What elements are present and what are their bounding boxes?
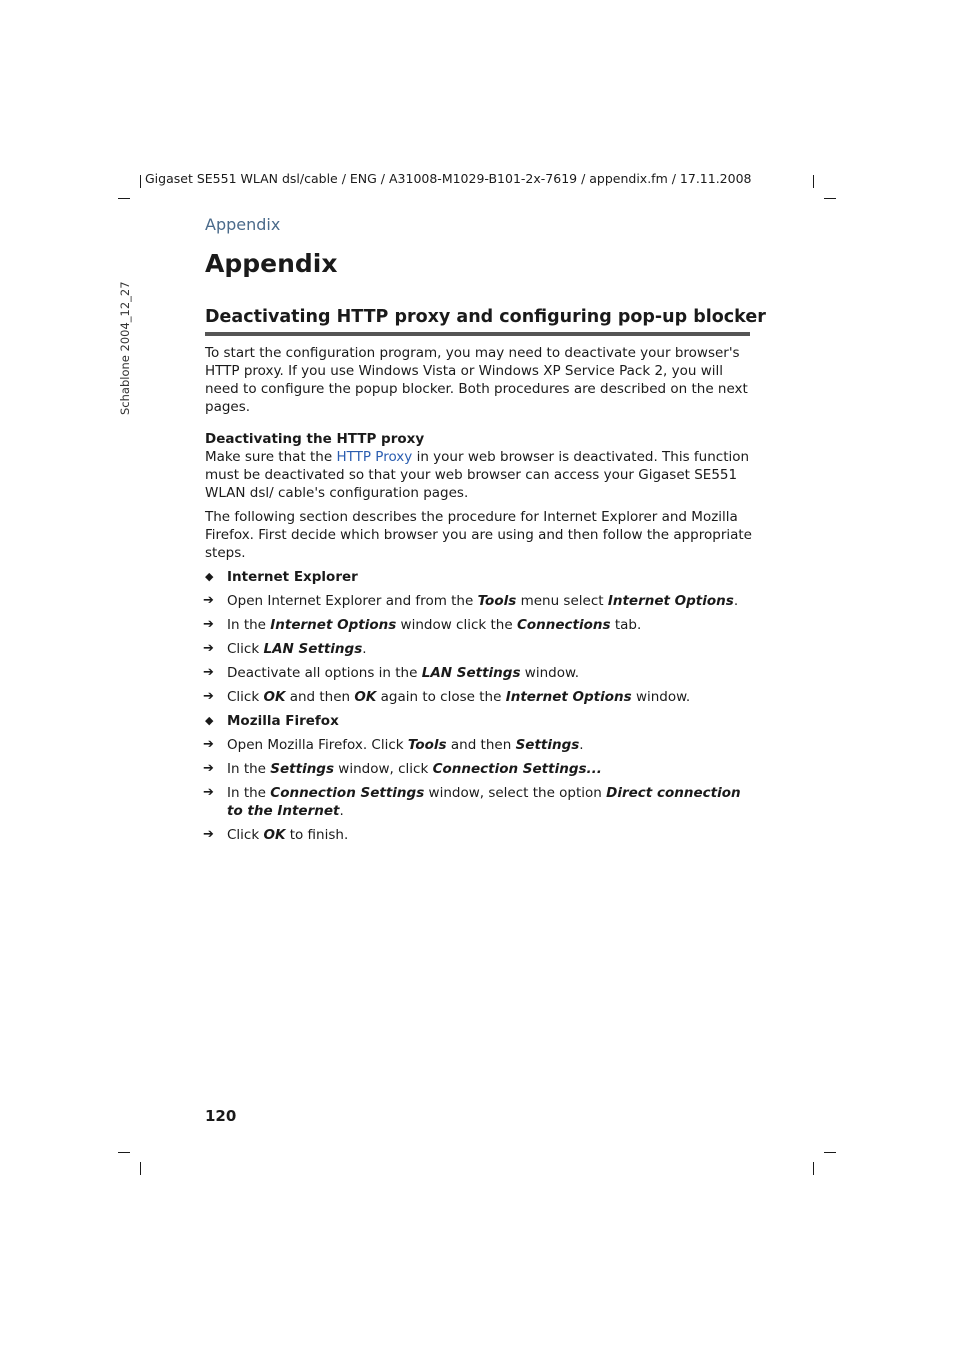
crop-mark (824, 198, 836, 199)
template-label: Schablone 2004_12_27 (118, 281, 132, 415)
intro-paragraph: To start the configuration program, you may need to deactivate your browser's HTTP proxy. If you use Windows Vista or Windows XP Service Pack 2, you will need to configure the popup blocker. Both procedures are described on the next pages. (205, 345, 748, 415)
crop-mark (118, 1152, 130, 1153)
diamond-bullet-icon: ◆ (205, 714, 214, 727)
list-item-step: ➔ Click OK and then OK again to close the Internet Options window. (203, 689, 691, 705)
arrow-bullet-icon: ➔ (203, 593, 214, 608)
section-body (205, 344, 755, 850)
arrow-bullet-icon: ➔ (203, 617, 214, 632)
arrow-bullet-icon: ➔ (203, 689, 214, 704)
crop-mark (824, 1152, 836, 1153)
section-rule (205, 332, 750, 336)
arrow-bullet-icon: ➔ (203, 827, 214, 842)
crop-mark (813, 1162, 814, 1175)
crop-mark (813, 175, 814, 188)
page-number: 120 (205, 1107, 237, 1125)
http-proxy-link[interactable]: HTTP Proxy (336, 449, 413, 465)
crop-mark (118, 198, 130, 199)
browser-paragraph: The following section describes the procedure for Internet Explorer and Mozilla Firefox. First decide which browser you are using and then follow the appropriate steps. (205, 509, 752, 561)
list-item-ff-heading: ◆ Mozilla Firefox (205, 713, 339, 729)
page-title: Appendix (205, 249, 338, 278)
list-item-step: ➔ Click OK to finish. (203, 827, 349, 843)
crop-mark (140, 1162, 141, 1175)
list-item-step: ➔ In the Connection Settings window, select the option Direct connection to the Internet. (203, 785, 741, 819)
list-item-step: ➔ Open Internet Explorer and from the Tools menu select Internet Options. (203, 593, 739, 609)
arrow-bullet-icon: ➔ (203, 761, 214, 776)
list-item-step: ➔ In the Internet Options window click the Connections tab. (203, 617, 642, 633)
section-heading: Deactivating HTTP proxy and configuring pop-up blocker (205, 307, 766, 327)
list-item-step: ➔ Open Mozilla Firefox. Click Tools and then Settings. (203, 737, 584, 753)
arrow-bullet-icon: ➔ (203, 737, 214, 752)
list-item-step: ➔ Click LAN Settings. (203, 641, 367, 657)
list-item-ie-heading: ◆ Internet Explorer (205, 569, 358, 585)
document-header: Gigaset SE551 WLAN dsl/cable / ENG / A31008-M1029-B101-2x-7619 / appendix.fm / 17.11.2008 (145, 171, 752, 186)
arrow-bullet-icon: ➔ (203, 665, 214, 680)
running-head: Appendix (205, 215, 281, 234)
subheading: Deactivating the HTTP proxy (205, 431, 425, 447)
list-item-step: ➔ Deactivate all options in the LAN Settings window. (203, 665, 580, 681)
arrow-bullet-icon: ➔ (203, 641, 214, 656)
list-item-step: ➔ In the Settings window, click Connection Settings... (203, 761, 602, 777)
proxy-paragraph: Make sure that the HTTP Proxy in your web browser is deactivated. This function must be deactivated so that your web browser can access your Gigaset SE551 WLAN dsl/ cable's configuration pages. (205, 449, 750, 501)
diamond-bullet-icon: ◆ (205, 570, 214, 583)
arrow-bullet-icon: ➔ (203, 785, 214, 800)
crop-mark (140, 175, 141, 188)
